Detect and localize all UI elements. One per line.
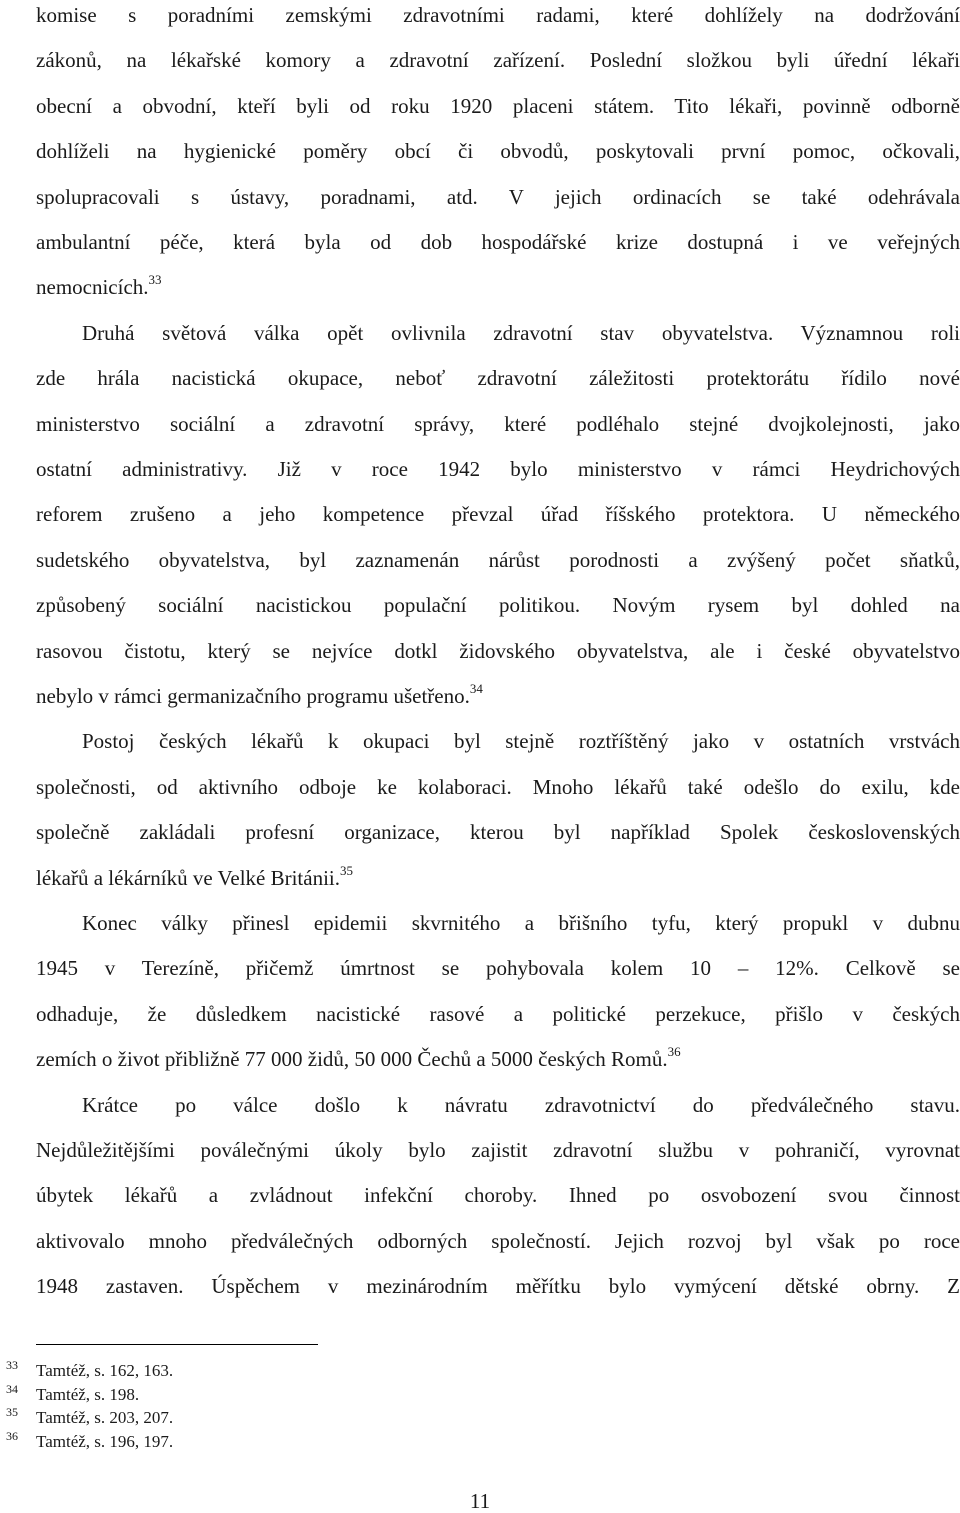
text-line [36,1001,960,1027]
line-text: Nejdůležitějšími poválečnými úkoly bylo zajistit zdravotní službu v pohraničí, vyrovnat [36,1138,960,1162]
text-line [36,1228,960,1254]
line-text: zákonů, na lékařské komory a zdravotní zařízení. Poslední složkou byli úřední lékaři [36,48,960,73]
text-line [36,93,960,119]
footnote-text: Tamtéž, s. 198. [36,1384,140,1404]
text-line [36,910,960,936]
text-line [36,638,960,664]
text-line [36,274,960,300]
line-text: aktivovalo mnoho předválečných odborných společností. Jejich rozvoj byl však po roce [36,1228,960,1253]
line-text: zemích o život přibližně 77 000 židů, 50 000 Čechů a 5000 českých Romů. [36,1047,668,1072]
line-text: nebylo v rámci germanizačního programu ušetřeno. [36,684,470,708]
footnote-reference[interactable]: 35 [340,862,354,878]
line-text: odhaduje, že důsledkem nacistické rasové a politické perzekuce, přišlo v českých [36,1001,960,1026]
text-line [36,1046,960,1072]
footnote-number: 34 [6,1381,18,1396]
text-line [36,320,960,346]
text-line [36,411,960,437]
text-line [36,728,960,754]
line-text: nemocnicích. [36,275,149,300]
text-line [36,365,960,391]
line-text: reforem zrušeno a jeho kompetence převzal úřad říšského protektora. U německého [36,502,960,527]
text-line [36,501,960,527]
footnote-number: 33 [6,1358,18,1372]
footnote-number: 36 [6,1428,18,1443]
line-text: úbytek lékařů a zvládnout infekční choroby. Ihned po osvobození svou činnost [36,1183,960,1208]
text-line [36,774,960,800]
line-text: Postoj českých lékařů k okupaci byl stejně roztříštěný jako v ostatních vrstvách [82,729,960,754]
text-line [36,229,960,255]
text-line [36,547,960,573]
footnote-number: 35 [6,1405,18,1419]
line-text: lékařů a lékárníků ve Velké Británii. [36,865,341,890]
footnote-text: Tamtéž, s. 162, 163. [36,1361,174,1380]
text-line [36,1182,960,1208]
line-text: obecní a obvodní, kteří byli od roku 1920 placeni státem. Tito lékaři, povinně odborně [36,93,960,118]
line-text: Konec války přinesl epidemii skvrnitého a břišního tyfu, který propukl v dubnu [82,911,960,935]
text-line [36,184,960,210]
text-line [36,862,960,891]
text-line [36,456,960,482]
line-text: Krátce po válce došlo k návratu zdravotnictví do předválečného stavu. [82,1092,960,1117]
footnote-reference[interactable]: 33 [148,272,162,288]
line-text: spolupracovali s ústavy, poradnami, atd. V jejich ordinacích se také odehrávala [36,184,960,209]
line-text: zde hrála nacistická okupace, neboť zdravotní záležitosti protektorátu řídilo nové [36,366,960,391]
line-text: 1945 v Terezíně, přičemž úmrtnost se pohybovala kolem 10 – 12%. Celkově se [36,956,960,981]
line-text: komise s poradními zemskými zdravotními radami, které dohlížely na dodržování [36,3,960,27]
line-text: společně zakládali profesní organizace, kterou byl například Spolek československých [36,820,960,845]
text-line [36,819,960,845]
footnote-reference[interactable]: 36 [667,1044,681,1060]
text-line [36,1137,960,1163]
footnote-text: Tamtéž, s. 203, 207. [36,1408,174,1427]
line-text: ambulantní péče, která byla od dob hospodářské krize dostupná i ve veřejných [36,230,960,254]
line-text: Druhá světová válka opět ovlivnila zdravotní stav obyvatelstva. Významnou roli [82,320,960,345]
text-line [36,1273,960,1299]
line-text: sudetského obyvatelstva, byl zaznamenán nárůst porodnosti a zvýšený počet sňatků, [36,547,960,572]
line-text: ministerstvo sociální a zdravotní správy, které podléhalo stejné dvojkolejnosti, jako [36,411,960,436]
footnote-separator [36,1344,318,1345]
text-line [36,955,960,981]
text-line [36,138,960,164]
text-line [36,1092,960,1118]
line-text: ostatní administrativy. Již v roce 1942 bylo ministerstvo v rámci Heydrichových [36,457,960,481]
footnote-reference[interactable]: 34 [469,681,483,696]
text-line [36,683,960,709]
text-line [36,2,960,28]
text-line [36,47,960,73]
line-text: způsobený sociální nacistickou populační politikou. Novým rysem byl dohled na [36,593,960,618]
line-text: rasovou čistotu, který se nejvíce dotkl židovského obyvatelstva, ale i české obyvatelstvo [36,638,960,663]
line-text: 1948 zastaven. Úspěchem v mezinárodním měřítku bylo vymýcení dětské obrny. Z [36,1274,960,1299]
line-text: společnosti, od aktivního odboje ke kolaboraci. Mnoho lékařů také odešlo do exilu, kde [36,774,960,799]
text-line [36,592,960,618]
footnote-text: Tamtéž, s. 196, 197. [36,1431,174,1451]
line-text: dohlíželi na hygienické poměry obcí či obvodů, poskytovali první pomoc, očkovali, [36,139,960,164]
page-number: 11 [469,1489,491,1513]
